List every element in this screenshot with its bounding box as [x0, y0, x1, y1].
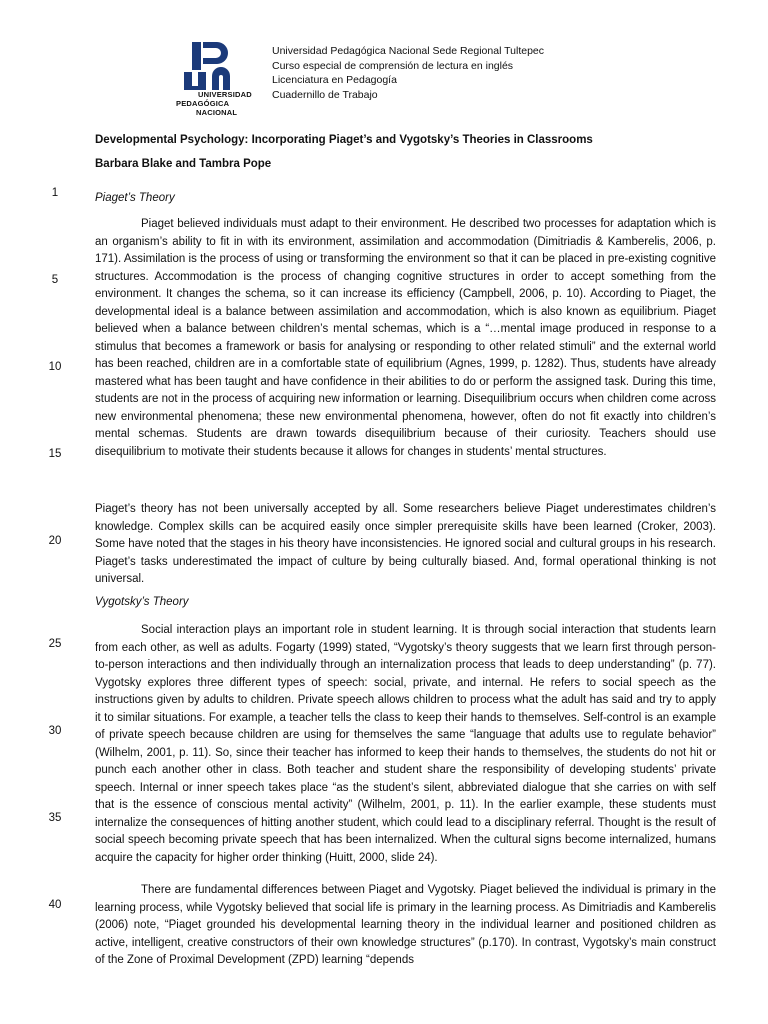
logo-text-line: UNIVERSIDAD: [198, 90, 252, 99]
article-title: Developmental Psychology: Incorporating Piaget’s and Vygotsky’s Theories in Classrooms: [95, 134, 593, 146]
logo-text-line: NACIONAL: [196, 108, 238, 117]
line-number: 15: [48, 448, 62, 460]
line-number: 35: [48, 812, 62, 824]
article-authors: Barbara Blake and Tambra Pope: [95, 158, 272, 170]
institution-info: [272, 44, 544, 102]
section-heading-piaget: Piaget’s Theory: [95, 192, 175, 204]
line-number: 10: [48, 361, 62, 373]
upn-emblem-icon: [182, 42, 244, 90]
line-number: 40: [48, 899, 62, 911]
logo-text-line: PEDAGÓGICA: [176, 99, 230, 108]
paragraph-piaget-1: Piaget believed individuals must adapt to their environment. He described two processes for adaptation which is an organism’s ability to fit in with its environment, assimilation and accommodation (Dimitriadis & Kamberelis, 2006, p. 171). Assimilation is the process of using or transforming the environment so that it can be placed in pre-existing cognitive structures. Accommodation is the process of changing cognitive structures in order to accept something from the environment. It changes the schema, so it can increase its efficiency (Campbell, 2006, p. 10). According to Piaget, the developmental ideal is a balance between assimilation and accommodation, which is also known as equilibrium. Piaget believed when a balance between children’s mental schemas, which is a “…mental image produced in response to a stimulus that becomes a framework or basis for analysing or responding to other related stimuli” and the external world has been reached, children are in a comfortable state of equilibrium (Agnes, 1999, p. 1282). Thus, students have already mastered what has been taught and have confidence in their abilities to do or perform the assigned task. During this time, students are not in the process of acquiring new information or learning. Disequilibrium occurs when children come across new environmental phenomena; these new environmental phenomena, however, often do not fit exactly into children’s mental schemas. Students are drawn towards disequilibrium because of their curiosity. Teachers should use disequilibrium to motivate their students because it allows for changes in students’ mental structures.: [95, 218, 716, 458]
institution-line: Universidad Pedagógica Nacional Sede Regional Tultepec: [272, 45, 545, 57]
paragraph-vygotsky-2: There are fundamental differences between Piaget and Vygotsky. Piaget believed the individual is primary in the learning process, while Vygotsky believed that social life is primary in the learning process. As Dimitriadis and Kamberelis (2006) note, “Piaget grounded his developmental learning theory in the individual learner and positioned children as active, intelligent, creative constructors of their own knowledge structures” (p.170). In contrast, Vygotsky’s main construct of the Zone of Proximal Development (ZPD) learning “depends: [95, 884, 716, 966]
paragraph-vygotsky-1: Social interaction plays an important role in student learning. It is through social interaction that students learn from each other, as well as adults. Fogarty (1999) stated, “Vygotsky’s theory suggests that we learn first through person-to-person interactions and then individually through an internalization process that leads to deep understanding” (p. 77). Vygotsky explores three different types of speech: social, private, and internal. He refers to social speech as the instructions given by adults to children. Private speech allows children to process what the adult has said and try to apply it to similar situations. For example, a teacher tells the class to keep their hands to themselves. Self-control is an example of private speech because children are using for themselves the same “language that adults use to regulate behavior” (Wilhelm, 2001, p. 11). So, since their teacher has informed to keep their hands to themselves, the students do not hit or punch each another other in class. Both teacher and student share the responsibility of developing students’ private speech. Internal or inner speech takes place “as the student’s silent, abbreviated dialogue that she carries on with self that is the essence of conscious mental activity” (Wilhelm, 2001, p. 11). In the earlier example, these students must internalize the consequences of hitting another student, which could lead to a disciplinary referral. Thought is the result of social speech becoming private speech that has been internalized. When the cultural signs become internalized, humans acquire the capacity for higher order thinking (Huitt, 2000, slide 24).: [95, 624, 716, 864]
institution-line: Cuadernillo de Trabajo: [272, 88, 378, 101]
institution-line: Licenciatura en Pedagogía: [272, 74, 397, 86]
institution-line: Curso especial de comprensión de lectura en inglés: [272, 59, 514, 72]
line-number: 20: [48, 535, 62, 547]
line-number: 25: [48, 638, 62, 650]
university-logo: [172, 42, 264, 122]
line-number: 1: [51, 187, 59, 199]
line-number: 5: [51, 274, 59, 286]
line-number: 30: [48, 725, 62, 737]
paragraph-piaget-2: Piaget’s theory has not been universally accepted by all. Some researchers believe Piaget underestimates children’s knowledge. Complex skills can be acquired easily once simpler prerequisite skills have been learned (Croker, 2003). Some have noted that the stages in his theory have inconsistencies. He ignored social and cultural groups in his research. Piaget’s tasks underestimated the impact of culture by being culturally biased. And, formal operational thinking is not universal.: [95, 503, 716, 585]
section-heading-vygotsky: Vygotsky’s Theory: [95, 596, 189, 608]
